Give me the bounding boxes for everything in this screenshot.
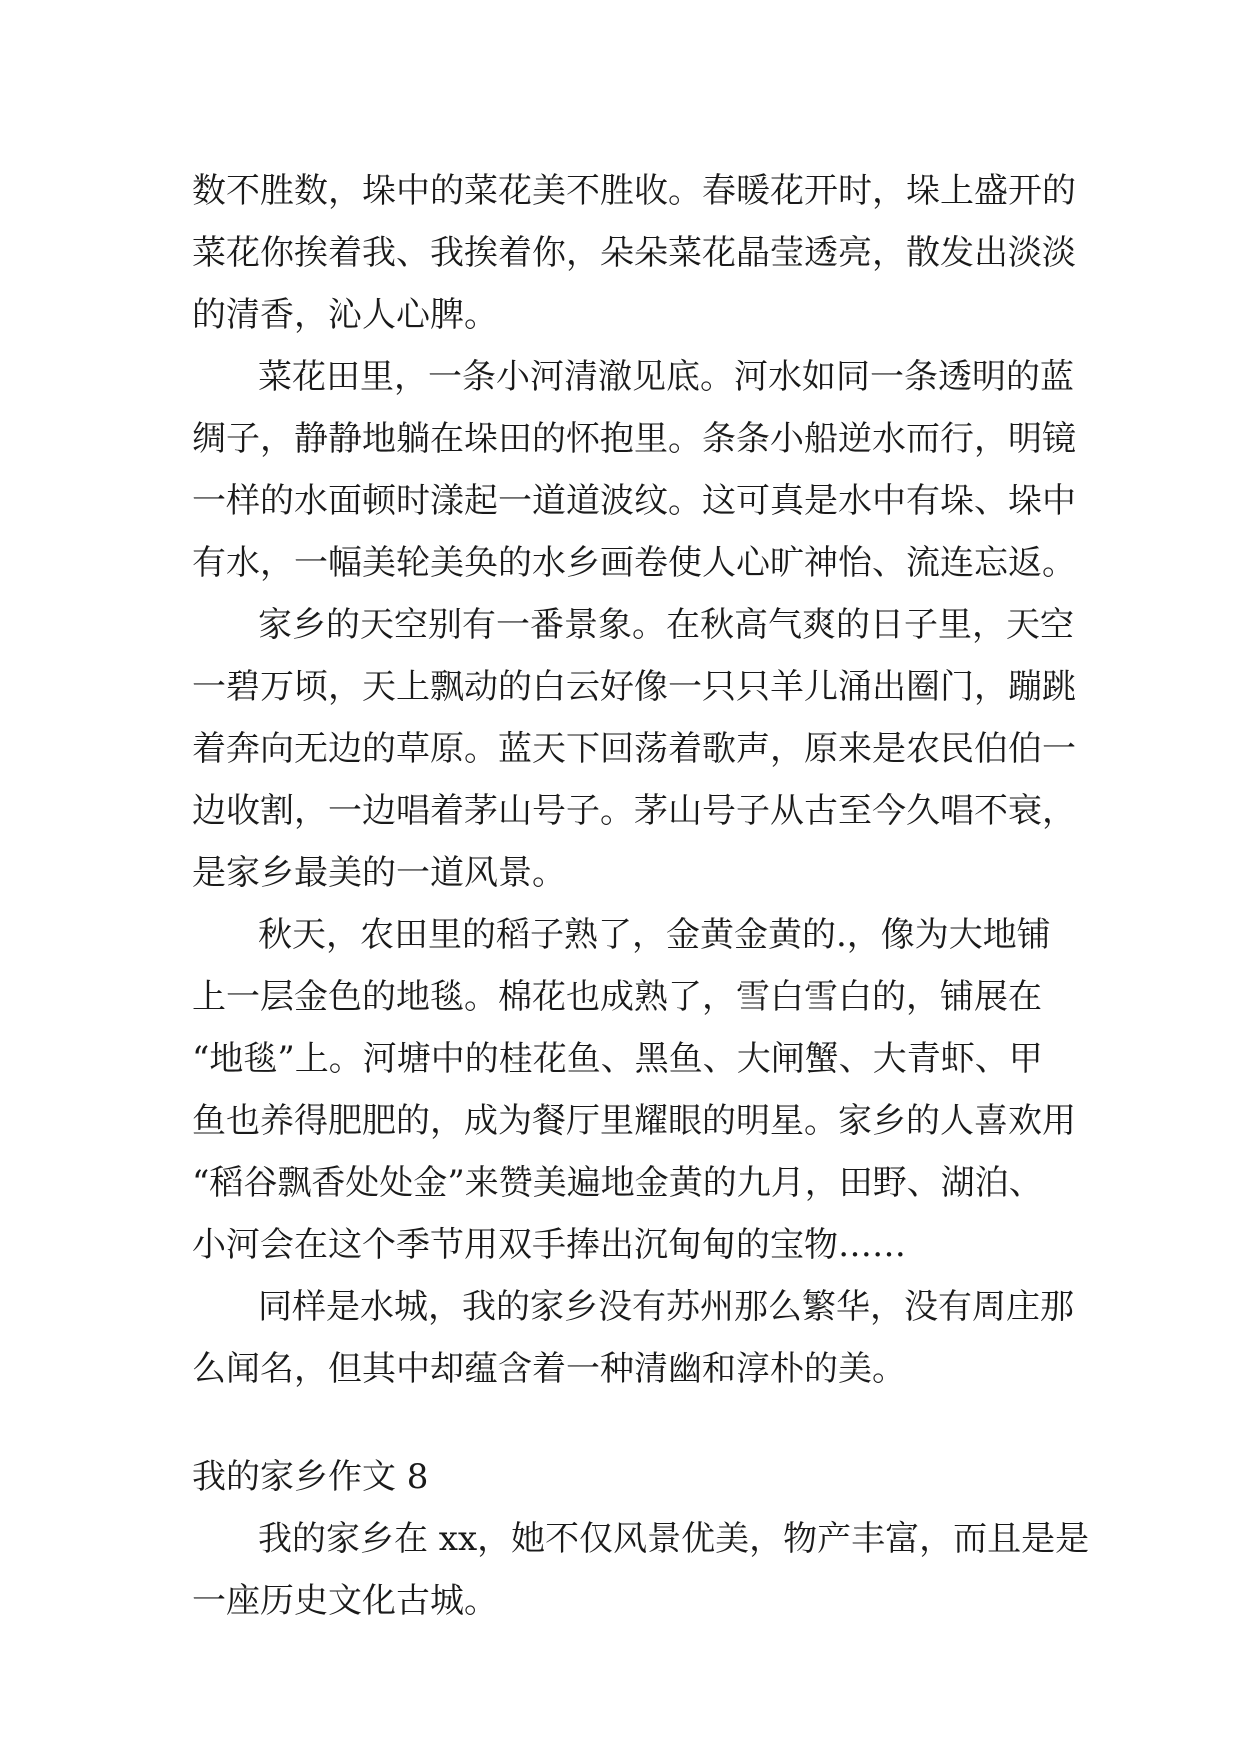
text-line: 上一层金色的地毯。棉花也成熟了，雪白雪白的，铺展在 (192, 977, 1042, 1017)
text-line: 菜花田里，一条小河清澈见底。河水如同一条透明的蓝 (258, 357, 1074, 397)
text-line: 着奔向无边的草原。蓝天下回荡着歌声，原来是农民伯伯一 (192, 729, 1076, 769)
text-line: 一碧万顷，天上飘动的白云好像一只只羊儿涌出圈门，蹦跳 (192, 667, 1076, 707)
paragraph (192, 1508, 1090, 1632)
text-line: 么闻名，但其中却蕴含着一种清幽和淳朴的美。 (192, 1349, 906, 1389)
section-title: 我的家乡作文 8 (192, 1457, 429, 1497)
text-line: 的清香，沁人心脾。 (192, 295, 498, 335)
text-line: 家乡的天空别有一番景象。在秋高气爽的日子里，天空 (258, 605, 1074, 645)
paragraph (192, 1276, 1074, 1400)
text-line: 有水，一幅美轮美奂的水乡画卷使人心旷神怡、流连忘返。 (192, 543, 1076, 583)
paragraph (192, 904, 1076, 1276)
paragraph (192, 346, 1076, 594)
text-line: 菜花你挨着我、我挨着你，朵朵菜花晶莹透亮，散发出淡淡 (192, 233, 1076, 273)
text-line: 边收割，一边唱着茅山号子。茅山号子从古至今久唱不衰， (192, 791, 1076, 831)
text-line: 数不胜数，垛中的菜花美不胜收。春暖花开时，垛上盛开的 (192, 171, 1076, 211)
text-line: 鱼也养得肥肥的，成为餐厅里耀眼的明星。家乡的人喜欢用 (192, 1101, 1076, 1141)
paragraph (192, 160, 1076, 346)
section-spacer (192, 1400, 1062, 1446)
text-line: “地毯”上。河塘中的桂花鱼、黑鱼、大闸蟹、大青虾、甲 (192, 1039, 1043, 1079)
text-line: 是家乡最美的一道风景。 (192, 853, 566, 893)
text-line: 一样的水面顿时漾起一道道波纹。这可真是水中有垛、垛中 (192, 481, 1076, 521)
text-line: 同样是水城，我的家乡没有苏州那么繁华，没有周庄那 (258, 1287, 1074, 1327)
text-line: “稻谷飘香处处金”来赞美遍地金黄的九月，田野、湖泊、 (192, 1163, 1043, 1203)
text-line: 绸子，静静地躺在垛田的怀抱里。条条小船逆水而行，明镜 (192, 419, 1076, 459)
paragraph (192, 594, 1076, 904)
text-line: 一座历史文化古城。 (192, 1581, 498, 1621)
text-line: 我的家乡在 xx，她不仅风景优美，物产丰富，而且是是 (258, 1519, 1090, 1559)
text-line: 秋天，农田里的稻子熟了，金黄金黄的.，像为大地铺 (258, 915, 1051, 955)
document-body (192, 160, 1090, 1632)
text-line: 小河会在这个季节用双手捧出沉甸甸的宝物…… (192, 1225, 906, 1265)
